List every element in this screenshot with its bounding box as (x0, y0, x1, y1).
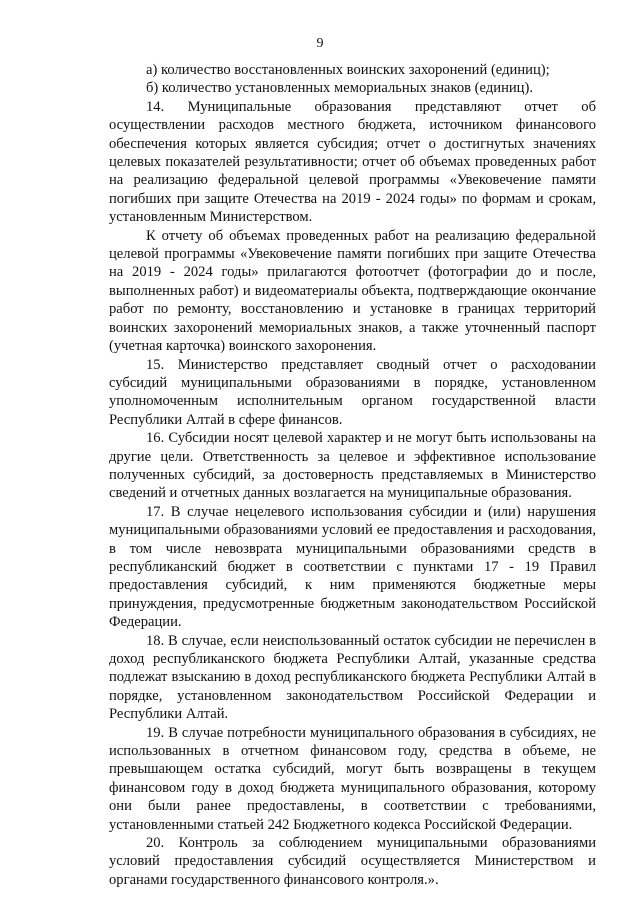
document-body (109, 61, 596, 889)
paragraph-item-a: а) количество восстановленных воинских захоронений (единиц); (146, 62, 550, 78)
paragraph-item-b: б) количество установленных мемориальных знаков (единиц). (146, 80, 534, 97)
paragraph-18: 18. В случае, если неиспользованный остаток субсидии не перечислен в доход республиканского бюджета Республики Алтай, указанные средства подлежат взысканию в доход республиканского бюджета Республики Алтай в порядке, установленном законодательством Российской Федерации и Республики Алтай. (109, 632, 596, 723)
paragraph-16: 16. Субсидии носят целевой характер и не могут быть использованы на другие цели. Ответственность за целевое и эффективное использование полученных субсидий, за достоверность представляемых в Министерство сведений и отчетных данных возлагается на муниципальные образования. (109, 430, 596, 502)
paragraph-14-attachments: К отчету об объемах проведенных работ на реализацию федеральной целевой программы «Увековечение памяти погибших при защите Отечества на 2019 - 2024 годы» прилагаются фотоотчет (фотографии до и после, выполненных работ) и видеоматериалы объекта, подтверждающие окончание работ по ремонту, восстановлению и установке в границах территорий воинских захоронений мемориальных знаков, а также уточненный паспорт (учетная карточка) воинского захоронения. (109, 227, 596, 355)
paragraph-15: 15. Министерство представляет сводный отчет о расходовании субсидий муниципальными образованиями в порядке, установленном уполномоченным исполнительным органом государственной власти Республики Алтай в сфере финансов. (109, 356, 596, 428)
paragraph-17: 17. В случае нецелевого использования субсидии и (или) нарушения муниципальными образованиями условий ее предоставления и расходования, в том числе невозврата муниципальными образованиями средств в республиканский бюджет в соответствии с пунктами 17 - 19 Правил предоставления субсидий, к ним применяются бюджетные меры принуждения, предусмотренные бюджетным законодательством Российской Федерации. (109, 503, 596, 631)
paragraph-14: 14. Муниципальные образования представляют отчет об осуществлении расходов местного бюджета, источником финансового обеспечения которых является субсидия; отчет о достигнутых значениях целевых показателей результативности; отчет об объемах проведенных работ на реализацию федеральной целевой программы «Увековечение памяти погибших при защите Отечества на 2019 - 2024 годы» по формам и срокам, установленным Министерством. (109, 98, 596, 226)
paragraph-20: 20. Контроль за соблюдением муниципальными образованиями условий предоставления субсидий осуществляется Министерством и органами государственного финансового контроля.». (109, 835, 596, 888)
page-number: 9 (316, 36, 324, 51)
paragraph-19: 19. В случае потребности муниципального образования в субсидиях, не использованных в отчетном финансовом году, средства в объеме, не превышающем остатка субсидий, могут быть возвращены в текущем финансовом году в доход бюджета муниципального образования, которому они были ранее предоставлены, в соответствии с требованиями, установленными статьей 242 Бюджетного кодекса Российской Федерации. (109, 724, 596, 833)
